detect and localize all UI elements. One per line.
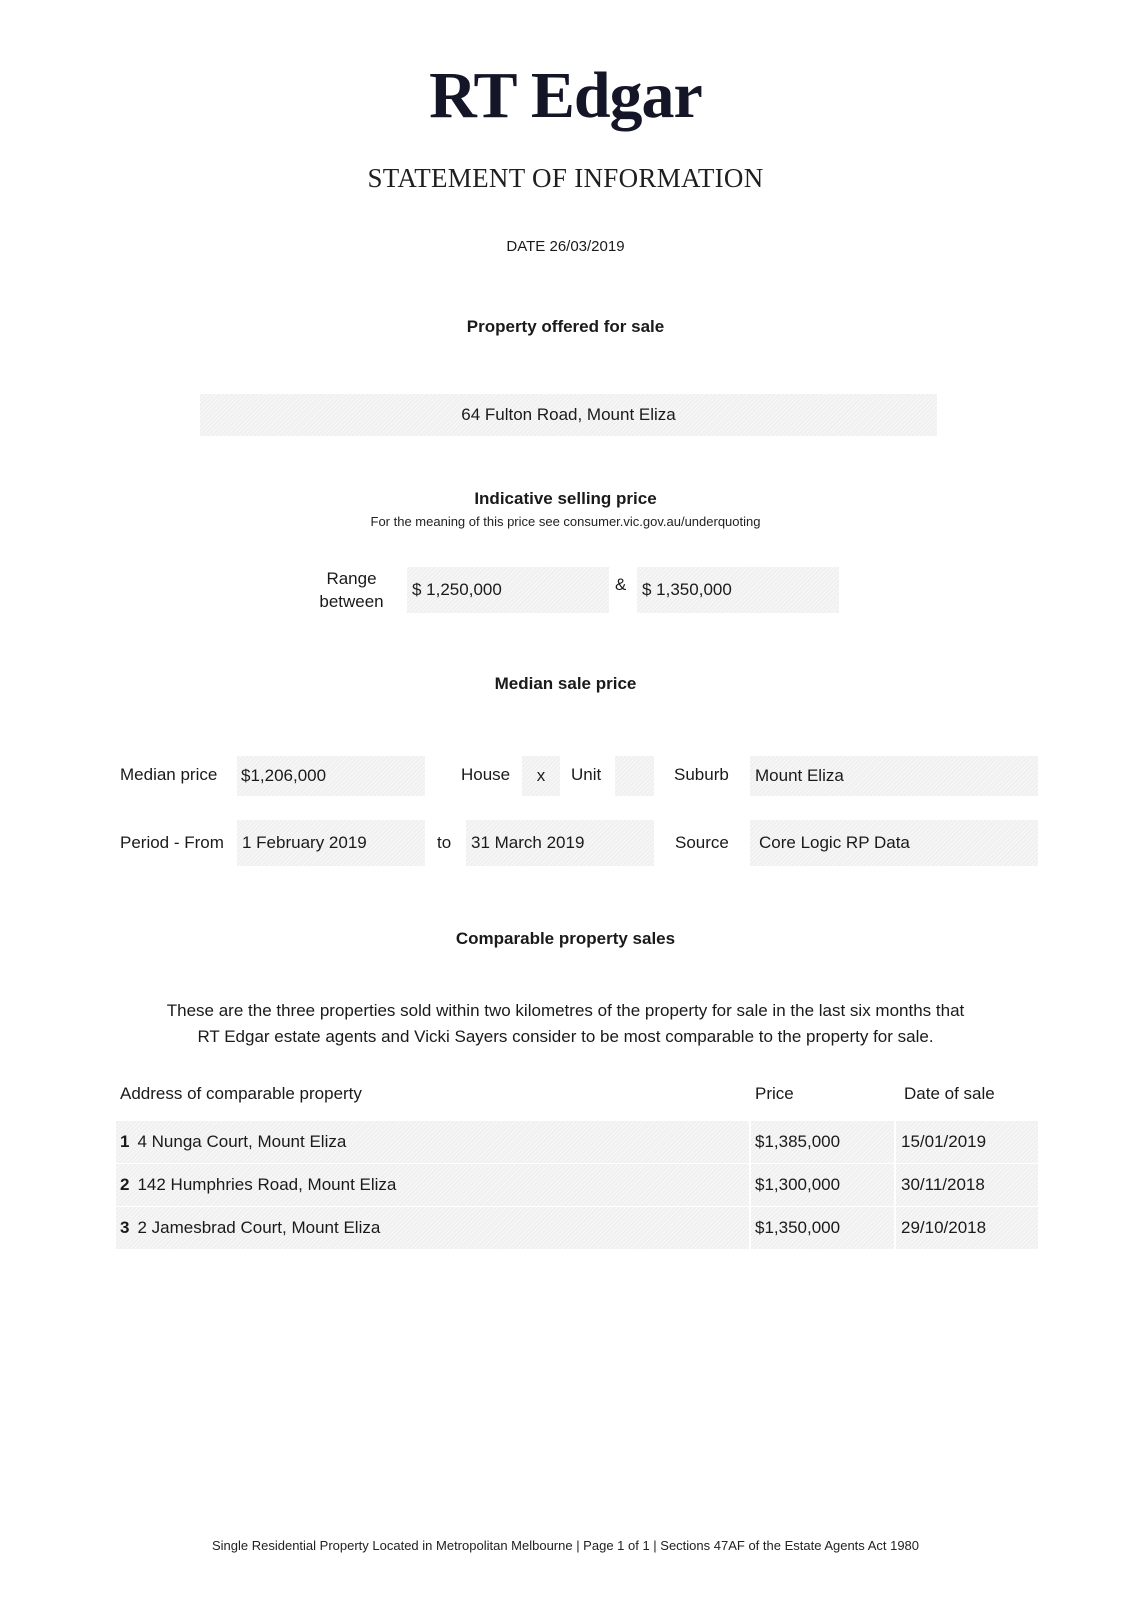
table-row-3-date-cell: [896, 1207, 1038, 1249]
period-to-value: 31 March 2019: [471, 833, 585, 852]
table-row-2-price-cell: [751, 1164, 894, 1206]
comparable-address: 4 Nunga Court, Mount Eliza: [137, 1132, 347, 1151]
range-label: [300, 567, 403, 613]
range-separator: &: [615, 575, 627, 594]
house-label: House: [461, 765, 511, 784]
house-checkbox: [522, 756, 560, 796]
column-header-price: Price: [755, 1084, 794, 1103]
price-low-field: [407, 567, 609, 613]
comparables-intro-line1: These are the three properties sold within two kilometres of the property for sale in the last six months that: [166, 1001, 965, 1020]
column-header-address: Address of comparable property: [120, 1084, 362, 1103]
comparable-address: 142 Humphries Road, Mount Eliza: [137, 1175, 397, 1194]
comparable-date: 30/11/2018: [901, 1175, 985, 1194]
page-footer: Single Residential Property Located in Metropolitan Melbourne | Page 1 of 1 | Sections 47AF of the Estate Agents Act 1980: [211, 1538, 920, 1553]
house-mark: x: [536, 766, 546, 785]
range-label-line1: Range: [326, 569, 377, 588]
table-row-1-address-cell: [116, 1121, 749, 1163]
comparable-date: 29/10/2018: [901, 1218, 987, 1237]
table-row-3-price-cell: [751, 1207, 894, 1249]
comparable-price: $1,385,000: [755, 1132, 841, 1151]
suburb-label: Suburb: [674, 765, 729, 784]
median-price-label: Median price: [120, 765, 218, 784]
property-heading: Property offered for sale: [466, 317, 665, 336]
comparables-heading: Comparable property sales: [455, 929, 676, 948]
statement-date: DATE 26/03/2019: [506, 238, 625, 255]
suburb-value: Mount Eliza: [755, 766, 844, 785]
comparable-price: $1,350,000: [755, 1218, 841, 1237]
source-field: [750, 820, 1038, 866]
comparable-date: 15/01/2019: [901, 1132, 987, 1151]
table-row-2-address-cell: [116, 1164, 749, 1206]
median-price-field: [237, 756, 425, 796]
range-label-line2: between: [319, 592, 384, 611]
logo: RT Edgar: [429, 59, 702, 132]
price-high: $ 1,350,000: [642, 580, 732, 599]
median-price-value: $1,206,000: [241, 766, 327, 785]
price-high-field: [637, 567, 839, 613]
comparables-intro: [0, 998, 1131, 1050]
period-to-label: to: [437, 833, 452, 852]
median-heading: Median sale price: [494, 674, 637, 693]
unit-checkbox: [615, 756, 654, 796]
comparable-price: $1,300,000: [755, 1175, 841, 1194]
indicative-price-heading: Indicative selling price: [474, 489, 657, 508]
table-row-1-price-cell: [751, 1121, 894, 1163]
period-to-field: [466, 820, 654, 866]
unit-label: Unit: [571, 765, 602, 784]
row-number: 1: [120, 1132, 130, 1151]
price-low: $ 1,250,000: [412, 580, 502, 599]
source-value: Core Logic RP Data: [759, 833, 910, 852]
source-label: Source: [675, 833, 729, 852]
comparables-intro-line2: RT Edgar estate agents and Vicki Sayers consider to be most comparable to the property for sale.: [197, 1027, 934, 1046]
suburb-field: [750, 756, 1038, 796]
table-row-2-date-cell: [896, 1164, 1038, 1206]
row-number: 3: [120, 1218, 130, 1237]
property-address: 64 Fulton Road, Mount Eliza: [461, 405, 676, 424]
comparable-address: 2 Jamesbrad Court, Mount Eliza: [137, 1218, 381, 1237]
period-from-label: Period - From: [120, 833, 224, 852]
period-from-value: 1 February 2019: [242, 833, 367, 852]
table-row-3-address-cell: [116, 1207, 749, 1249]
document-title: STATEMENT OF INFORMATION: [367, 163, 764, 193]
property-address-field: [200, 394, 937, 436]
underquoting-note: For the meaning of this price see consumer.vic.gov.au/underquoting: [370, 514, 761, 529]
period-from-field: [237, 820, 425, 866]
column-header-date: Date of sale: [904, 1084, 995, 1103]
table-row-1-date-cell: [896, 1121, 1038, 1163]
row-number: 2: [120, 1175, 130, 1194]
